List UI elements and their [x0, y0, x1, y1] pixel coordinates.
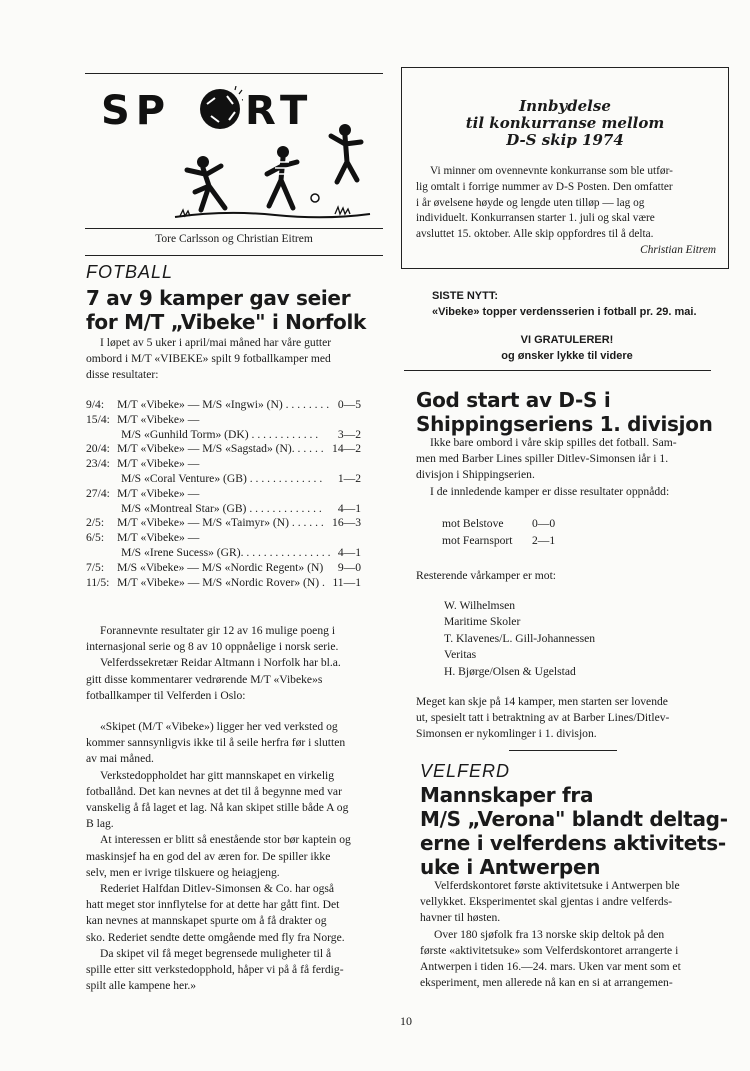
- caption-rule-top: [85, 228, 383, 229]
- result-date: 20/4:: [86, 442, 110, 456]
- result-row: [86, 442, 361, 457]
- result-match: M/S «Montreal Star» (GB) . . . . . . . . . . . . .: [121, 501, 322, 515]
- result-date: 15/4:: [86, 412, 110, 426]
- list-item: H. Bjørge/Olsen & Ugelstad: [444, 664, 576, 678]
- result-score: 0—5: [337, 398, 361, 411]
- results-table: [86, 398, 361, 590]
- result-match: M/T «Vibeke» — M/S «Taimyr» (N) . . . . . .: [117, 516, 324, 530]
- sport-word-right: RT: [245, 88, 314, 134]
- result-match: M/S «Coral Venture» (GB) . . . . . . . . . . . . .: [121, 471, 323, 485]
- result-row: [86, 413, 361, 428]
- quote-paragraph: «Skipet (M/T «Vibeke») ligger her ved verksted og kommer sannsynligvis ikke til å seile herfra før i slutten av mai måned.: [86, 720, 346, 766]
- result-match: M/T «Vibeke» — M/S «Nordic Rover» (N) .: [117, 575, 325, 589]
- velferd-rule: [509, 750, 617, 751]
- football-players-illustration: [165, 122, 375, 222]
- velferd-body: [420, 878, 720, 991]
- result-row: [86, 516, 361, 531]
- result-date: 23/4:: [86, 457, 110, 471]
- result-score: 1—2: [337, 471, 361, 485]
- result-score: 4—1: [337, 545, 361, 559]
- result-match: M/T «Vibeke» — M/S «Sagstad» (N). . . . . .: [117, 442, 324, 456]
- result-match: M/T «Vibeke» —: [117, 531, 200, 545]
- paragraph: I de innledende kamper er disse resultater oppnådd:: [430, 484, 670, 498]
- top-rule-left: [85, 73, 383, 74]
- result-score: [331, 413, 361, 428]
- fotball-headline-line1: 7 av 9 kamper gav seier: [86, 286, 351, 310]
- fotball-headline: [86, 286, 386, 334]
- siste-rule: [404, 370, 711, 371]
- result-match: M/T «Vibeke» —: [117, 486, 200, 500]
- paragraph: Over 180 sjøfolk fra 13 norske skip deltok på den første «aktivitetsuke» som Velferdskontoret arrangerte i Antwerpen i tiden 16.—24. mars. Uken var ment som et eksperiment, men allerede nå kan en si at arrangemen-: [420, 927, 681, 990]
- score-row: mot Fearnsport 2—1: [442, 533, 556, 547]
- invitation-box: [401, 67, 729, 269]
- godstart-conclusion: Meget kan skje på 14 kamper, men starten ser lovende ut, spesielt tatt i betraktning av at Barber Lines/Ditlev- Simonsen er nykomlinger i 1. divisjon.: [416, 695, 670, 741]
- result-row: [86, 561, 361, 576]
- paragraph: Velferdskontoret første aktivitetsuke i Antwerpen ble vellykket. Eksperimentet skal gjentas i andre velferds- havner til høsten.: [420, 879, 680, 925]
- result-match: M/S «Vibeke» — M/S «Nordic Regent» (N): [117, 560, 324, 574]
- list-item: Maritime Skoler: [444, 615, 521, 629]
- result-row: [86, 546, 361, 561]
- result-score: [331, 531, 361, 546]
- siste-nytt-label: SISTE NYTT:: [432, 290, 499, 302]
- result-score: 16—3: [332, 516, 361, 530]
- result-match: M/S «Irene Sucess» (GR). . . . . . . . . . . . . . . .: [121, 545, 331, 559]
- gratulerer: VI GRATULERER!: [520, 334, 614, 346]
- result-score: 4—1: [337, 501, 361, 515]
- velferd-headline: Mannskaper fra M/S „Verona" blandt deltag- erne i velferdens aktivitets- uke i Antwerpen: [420, 783, 728, 879]
- godstart-headline: God start av D-S i Shippingseriens 1. divisjon: [416, 388, 713, 436]
- list-item: W. Wilhelmsen: [444, 599, 516, 612]
- result-row: [86, 502, 361, 517]
- fotball-results-table: [86, 398, 361, 590]
- result-row: [86, 398, 361, 413]
- result-row: [86, 457, 361, 472]
- score-row: mot Belstove 0—0: [442, 517, 556, 530]
- sport-word-left: SP: [101, 88, 172, 134]
- quote-paragraph: Da skipet vil få meget begrensede muligheter til å spille etter sitt verkstedopphold, håper vi på å få ferdig- spilt alle kampene her.»: [86, 946, 344, 993]
- result-row: [86, 472, 361, 487]
- result-date: 9/4:: [86, 398, 105, 411]
- godstart-scores: [442, 517, 555, 549]
- section-fotball: FOTBALL: [86, 262, 174, 282]
- lykke-til: og ønsker lykke til videre: [501, 350, 633, 362]
- result-row: [86, 531, 361, 546]
- result-date: 27/4:: [86, 486, 110, 500]
- invitation-text: Vi minner om ovennevnte konkurranse som ble utfør- lig omtalt i forrige nummer av D-S Posten. Den omfatter i år øvelsene høyde og lengde uten tilløp — lag og individuelt. Konkurransen starter 1. juli og skal være avsluttet 15. oktober. Alle skip oppfordres til å delta. Christian Eitrem: [416, 164, 716, 259]
- result-match: M/S «Gunhild Torm» (DK) . . . . . . . . . . . .: [121, 427, 319, 441]
- result-score: 14—2: [332, 442, 361, 456]
- list-item: Veritas: [444, 648, 477, 662]
- result-match: M/T «Vibeke» —: [117, 412, 200, 426]
- siste-nytt: [404, 288, 730, 364]
- caption-rule-bottom: [85, 255, 383, 256]
- result-date: [86, 546, 117, 561]
- siste-nytt-text: «Vibeke» topper verdensserien i fotball pr. 29. mai.: [432, 306, 697, 318]
- result-date: [86, 472, 117, 487]
- result-score: 3—2: [337, 427, 361, 441]
- fotball-body: [86, 623, 360, 994]
- fotball-intro: I løpet av 5 uker i april/mai måned har våre gutter ombord i M/T «VIBEKE» spilt 9 fotballkamper med disse resultater:: [86, 336, 332, 382]
- result-score: [331, 457, 361, 472]
- result-row: [86, 428, 361, 443]
- remaining-list: [444, 598, 595, 680]
- remaining-label: Resterende vårkamper er mot:: [416, 569, 557, 582]
- result-date: [86, 428, 117, 443]
- list-item: T. Klavenes/L. Gill-Johannessen: [444, 631, 596, 645]
- result-date: 2/5:: [86, 516, 105, 530]
- section-velferd: VELFERD: [420, 761, 511, 781]
- quote-paragraph: Rederiet Halfdan Ditlev-Simonsen & Co. har også hatt meget stor innflytelse for at dette har gått fint. Det kan nevnes at mannskapet spurte om å få drakter og sko. Rederiet sendte dette omgående med fly fra Norge.: [86, 882, 345, 944]
- invitation-signature: Christian Eitrem: [640, 243, 716, 256]
- result-date: [86, 502, 117, 517]
- result-date: 11/5:: [86, 575, 110, 589]
- result-row: [86, 576, 361, 591]
- result-date: 6/5:: [86, 531, 105, 545]
- result-score: 11—1: [332, 575, 361, 589]
- godstart-body: [416, 435, 720, 500]
- result-date: 7/5:: [86, 560, 105, 574]
- result-match: M/T «Vibeke» —: [117, 457, 200, 471]
- page-number: 10: [400, 1014, 412, 1028]
- result-row: [86, 487, 361, 502]
- quote-paragraph: At interessen er blitt så enestående stor bør kaptein og maskinsjef ha en god del av æren for. De spiller ikke selv, men er ivrige tilskuere og heiagjeng.: [86, 833, 351, 879]
- authors-caption: Tore Carlsson og Christian Eitrem: [155, 233, 313, 245]
- result-score: 9—0: [337, 560, 361, 574]
- paragraph: Velferdssekretær Reidar Altmann i Norfolk har bl.a. gitt disse kommentarer vedrørende M/T «Vibeke»s fotballkamper til Velferden i Oslo:: [86, 656, 341, 702]
- paragraph: Ikke bare ombord i våre skip spilles det fotball. Sam- men med Barber Lines spiller Ditlev-Simonsen iår i 1. divisjon i Shippingserien.: [416, 436, 677, 482]
- result-score: [331, 487, 361, 502]
- invitation-title: Innbydelse til konkurranse mellom D-S skip 1974: [465, 97, 665, 149]
- paragraph: Forannevnte resultater gir 12 av 16 mulige poeng i internasjonal serie og 8 av 10 oppnåelige i norsk serie.: [86, 624, 339, 654]
- quote-paragraph: Verkstedoppholdet har gitt mannskapet en virkelig fotballånd. Det kan nevnes at det til å begynne med var vanskelig å få laget et lag. Nå kan skipet stille både A og B lag.: [86, 768, 349, 831]
- result-match: M/T «Vibeke» — M/S «Ingwi» (N) . . . . . . . .: [117, 398, 330, 411]
- fotball-headline-line2: for M/T „Vibeke" i Norfolk: [86, 310, 367, 334]
- sport-header: [85, 80, 383, 230]
